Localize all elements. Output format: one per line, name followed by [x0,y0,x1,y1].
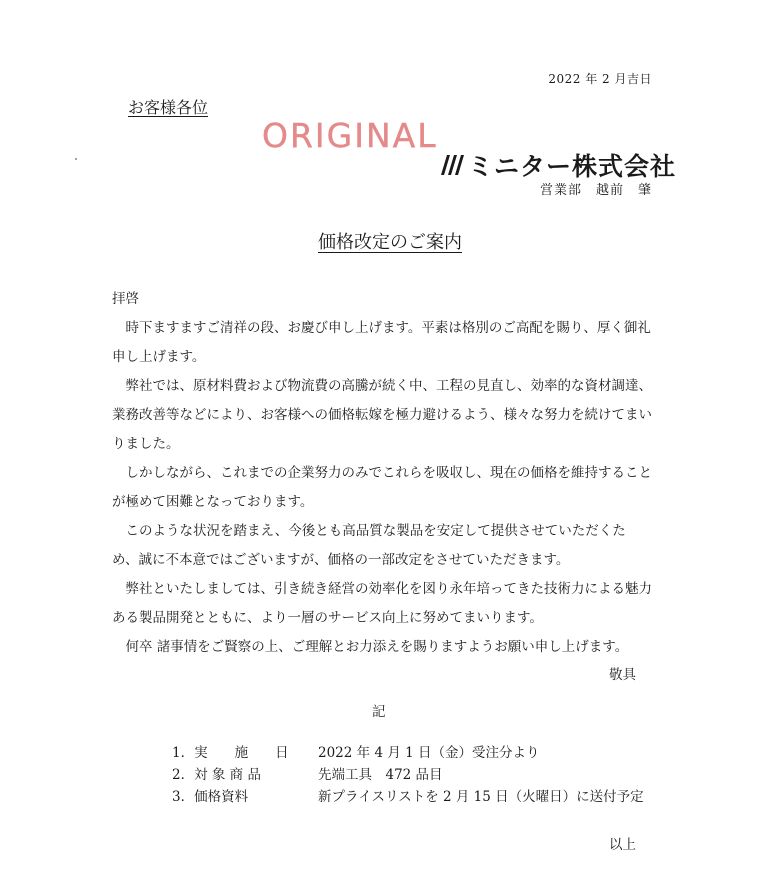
scan-speck [75,158,77,160]
document-title [0,228,780,254]
closing: 敬具 [609,667,636,683]
paragraph: このような状況を踏まえ、今後とも高品質な製品を安定して提供させていただくため、誠に不本意ではございますが、価格の一部改定をさせていただきます。 [112,523,626,568]
details-heading: 記 [372,704,386,720]
salutation: 拝啓 [112,291,139,307]
company-mark-icon [438,153,464,177]
item-value: 新プライスリストを 2 月 15 日（火曜日）に送付予定 [318,789,644,805]
list-item [172,742,644,764]
paragraph: 何卒 諸事情をご賢察の上、ご理解とお力添えを賜りますようお願い申し上げます。 [125,639,629,655]
sender-department: 営業部 越前 肇 [539,183,652,198]
company-logo [438,147,676,183]
original-stamp: ORIGINAL [262,116,438,155]
title-text: 価格改定のご案内 [318,232,462,253]
paragraph: 弊社では、原材料費および物流費の高騰が続く中、工程の見直し、効率的な資材調達、業務改善等などにより、お客様への価格転嫁を極力避けるよう、様々な努力を続けてまいりました。 [112,378,652,452]
paragraph: しかしながら、これまでの企業努力のみでこれらを吸収し、現在の価格を維持することが極めて困難となっております。 [112,465,652,510]
item-value: 2022 年 4 月 1 日（金）受注分より [318,745,540,761]
end-mark: 以上 [609,837,636,853]
addressee: お客様各位 [128,98,209,117]
paragraph: 弊社といたしましては、引き続き経営の効率化を図り永年培ってきた技術力による魅力ある製品開発とともに、より一層のサービス向上に努めてまいります。 [112,581,652,626]
list-item [172,786,644,808]
paragraph: 時下ますますご清祥の段、お慶び申し上げます。平素は格別のご高配を賜り、厚く御礼申し上げます。 [112,320,651,365]
letter-date: 2022 年 2 月吉日 [548,72,652,86]
company-name: ミニター株式会社 [468,152,677,181]
details-list [172,742,644,808]
letter-body [112,285,652,662]
item-label: 2．対 象 商 品 [172,767,261,783]
list-item [172,764,644,786]
item-label: 1．実 施 日 [172,745,289,761]
item-label: 3．価格資料 [172,789,249,805]
item-value: 先端工具 472 品目 [318,767,443,783]
